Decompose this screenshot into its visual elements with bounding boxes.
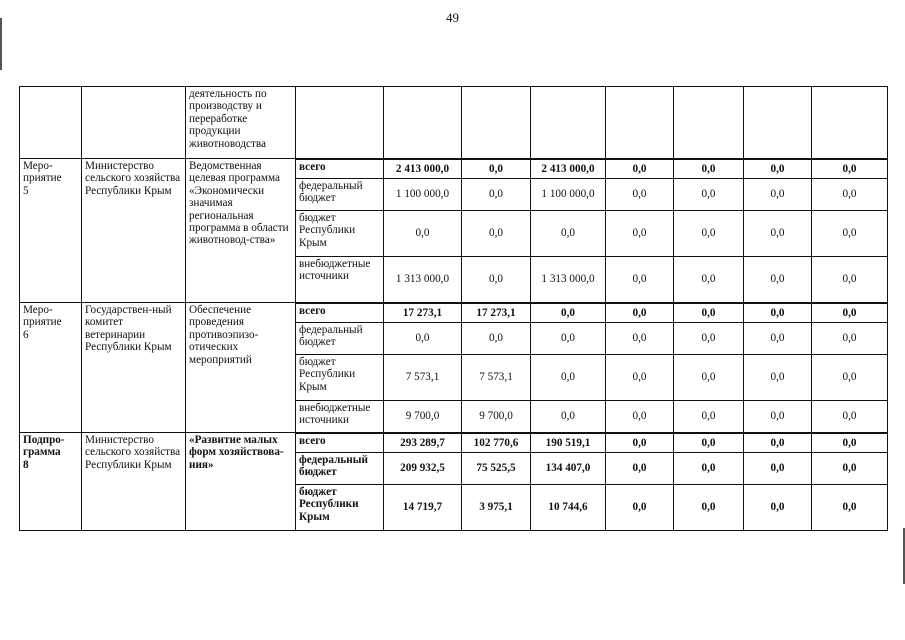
amount-cell: 2 413 000,0 — [531, 159, 606, 179]
measure-id — [20, 433, 82, 531]
measure-id-line: грамма — [23, 446, 61, 459]
funding-source: федеральный бюджет — [296, 179, 384, 211]
amount-cell: 9 700,0 — [462, 401, 531, 433]
measure-id-line: 8 — [23, 458, 29, 471]
amount-cell: 1 313 000,0 — [531, 257, 606, 303]
funding-source: бюджет Республики Крым — [296, 485, 384, 531]
amount-cell: 0,0 — [744, 401, 812, 433]
amount-cell: 0,0 — [531, 355, 606, 401]
amount-cell: 0,0 — [812, 433, 888, 453]
amount-cell: 0,0 — [674, 179, 744, 211]
table-row — [20, 159, 888, 179]
measure-id — [20, 159, 82, 303]
amount-cell: 0,0 — [674, 433, 744, 453]
table-row — [20, 303, 888, 323]
amount-cell: 0,0 — [606, 401, 674, 433]
amount-cell: 0,0 — [744, 179, 812, 211]
amount-cell: 0,0 — [744, 485, 812, 531]
funding-source: бюджет Республики Крым — [296, 211, 384, 257]
amount-cell: 0,0 — [674, 323, 744, 355]
measure-id-line: приятие — [23, 316, 62, 329]
amount-cell: 0,0 — [674, 257, 744, 303]
amount-cell: 0,0 — [606, 485, 674, 531]
funding-source: внебюджетные источники — [296, 401, 384, 433]
amount-cell: 0,0 — [812, 323, 888, 355]
amount-cell: 0,0 — [606, 159, 674, 179]
amount-cell: 75 525,5 — [462, 453, 531, 485]
measure-id-line: Меро- — [23, 304, 53, 316]
amount-cell: 209 932,5 — [384, 453, 462, 485]
amount-cell: 0,0 — [744, 211, 812, 257]
amount-cell: 0,0 — [812, 355, 888, 401]
table-row — [20, 433, 888, 453]
measure-executor: Министерство сельского хозяйства Республики Крым — [82, 433, 186, 531]
funding-source: всего — [296, 433, 384, 453]
amount-cell: 0,0 — [462, 159, 531, 179]
amount-cell: 0,0 — [674, 303, 744, 323]
funding-source: бюджет Республики Крым — [296, 355, 384, 401]
amount-cell: 0,0 — [531, 323, 606, 355]
amount-cell: 0,0 — [812, 303, 888, 323]
amount-cell: 0,0 — [674, 159, 744, 179]
amount-cell: 0,0 — [606, 433, 674, 453]
amount-cell: 2 413 000,0 — [384, 159, 462, 179]
amount-cell: 0,0 — [744, 257, 812, 303]
measure-id-line: Меро- — [23, 160, 53, 172]
measure-id — [20, 303, 82, 433]
amount-cell: 0,0 — [606, 355, 674, 401]
amount-cell: 0,0 — [462, 179, 531, 211]
table-row — [20, 87, 888, 159]
amount-cell: 1 313 000,0 — [384, 257, 462, 303]
amount-cell: 0,0 — [812, 159, 888, 179]
amount-cell: 0,0 — [744, 355, 812, 401]
amount-cell: 3 975,1 — [462, 485, 531, 531]
continued-measure-name: деятельность по производству и переработке продукции животноводства — [186, 87, 296, 159]
amount-cell: 0,0 — [606, 211, 674, 257]
amount-cell: 9 700,0 — [384, 401, 462, 433]
measure-executor: Министерство сельского хозяйства Республики Крым — [82, 159, 186, 303]
funding-source: федеральный бюджет — [296, 453, 384, 485]
amount-cell: 0,0 — [812, 257, 888, 303]
amount-cell: 10 744,6 — [531, 485, 606, 531]
amount-cell: 0,0 — [531, 303, 606, 323]
amount-cell: 0,0 — [674, 401, 744, 433]
funding-source: всего — [296, 159, 384, 179]
amount-cell: 0,0 — [674, 453, 744, 485]
amount-cell: 0,0 — [462, 323, 531, 355]
funding-table — [19, 86, 888, 531]
amount-cell: 0,0 — [674, 211, 744, 257]
measure-id-line: 5 — [23, 184, 29, 197]
amount-cell: 0,0 — [531, 211, 606, 257]
funding-source: федеральный бюджет — [296, 323, 384, 355]
amount-cell: 293 289,7 — [384, 433, 462, 453]
amount-cell: 0,0 — [744, 303, 812, 323]
amount-cell: 0,0 — [812, 211, 888, 257]
amount-cell: 0,0 — [744, 433, 812, 453]
amount-cell: 17 273,1 — [384, 303, 462, 323]
amount-cell: 0,0 — [674, 355, 744, 401]
funding-source: внебюджетные источники — [296, 257, 384, 303]
amount-cell: 0,0 — [462, 211, 531, 257]
amount-cell: 0,0 — [812, 179, 888, 211]
amount-cell: 102 770,6 — [462, 433, 531, 453]
amount-cell: 134 407,0 — [531, 453, 606, 485]
amount-cell: 0,0 — [744, 453, 812, 485]
amount-cell: 0,0 — [462, 257, 531, 303]
measure-name: Обеспечение проведения противоэпизо-отических мероприятий — [186, 303, 296, 433]
amount-cell: 0,0 — [606, 179, 674, 211]
measure-id-line: Подпро- — [23, 434, 65, 446]
amount-cell: 0,0 — [606, 323, 674, 355]
amount-cell: 1 100 000,0 — [384, 179, 462, 211]
amount-cell: 0,0 — [674, 485, 744, 531]
amount-cell: 0,0 — [606, 453, 674, 485]
measure-name: «Развитие малых форм хозяйствова-ния» — [186, 433, 296, 531]
measure-id-line: 6 — [23, 328, 29, 341]
amount-cell: 0,0 — [812, 453, 888, 485]
amount-cell: 0,0 — [812, 401, 888, 433]
page-number: 49 — [446, 10, 459, 25]
measure-executor: Государствен-ный комитет ветеринарии Республики Крым — [82, 303, 186, 433]
amount-cell: 0,0 — [606, 257, 674, 303]
scan-edge-mark-left — [0, 18, 2, 70]
amount-cell: 7 573,1 — [462, 355, 531, 401]
amount-cell: 190 519,1 — [531, 433, 606, 453]
measure-id-line: приятие — [23, 172, 62, 185]
amount-cell: 0,0 — [384, 323, 462, 355]
amount-cell: 0,0 — [744, 159, 812, 179]
amount-cell: 17 273,1 — [462, 303, 531, 323]
amount-cell: 7 573,1 — [384, 355, 462, 401]
amount-cell: 0,0 — [812, 485, 888, 531]
amount-cell: 1 100 000,0 — [531, 179, 606, 211]
amount-cell: 0,0 — [384, 211, 462, 257]
amount-cell: 0,0 — [744, 323, 812, 355]
amount-cell: 14 719,7 — [384, 485, 462, 531]
funding-source: всего — [296, 303, 384, 323]
amount-cell: 0,0 — [606, 303, 674, 323]
measure-name: Ведомственная целевая программа «Экономически значимая региональная программа в области животновод-ства» — [186, 159, 296, 303]
amount-cell: 0,0 — [531, 401, 606, 433]
